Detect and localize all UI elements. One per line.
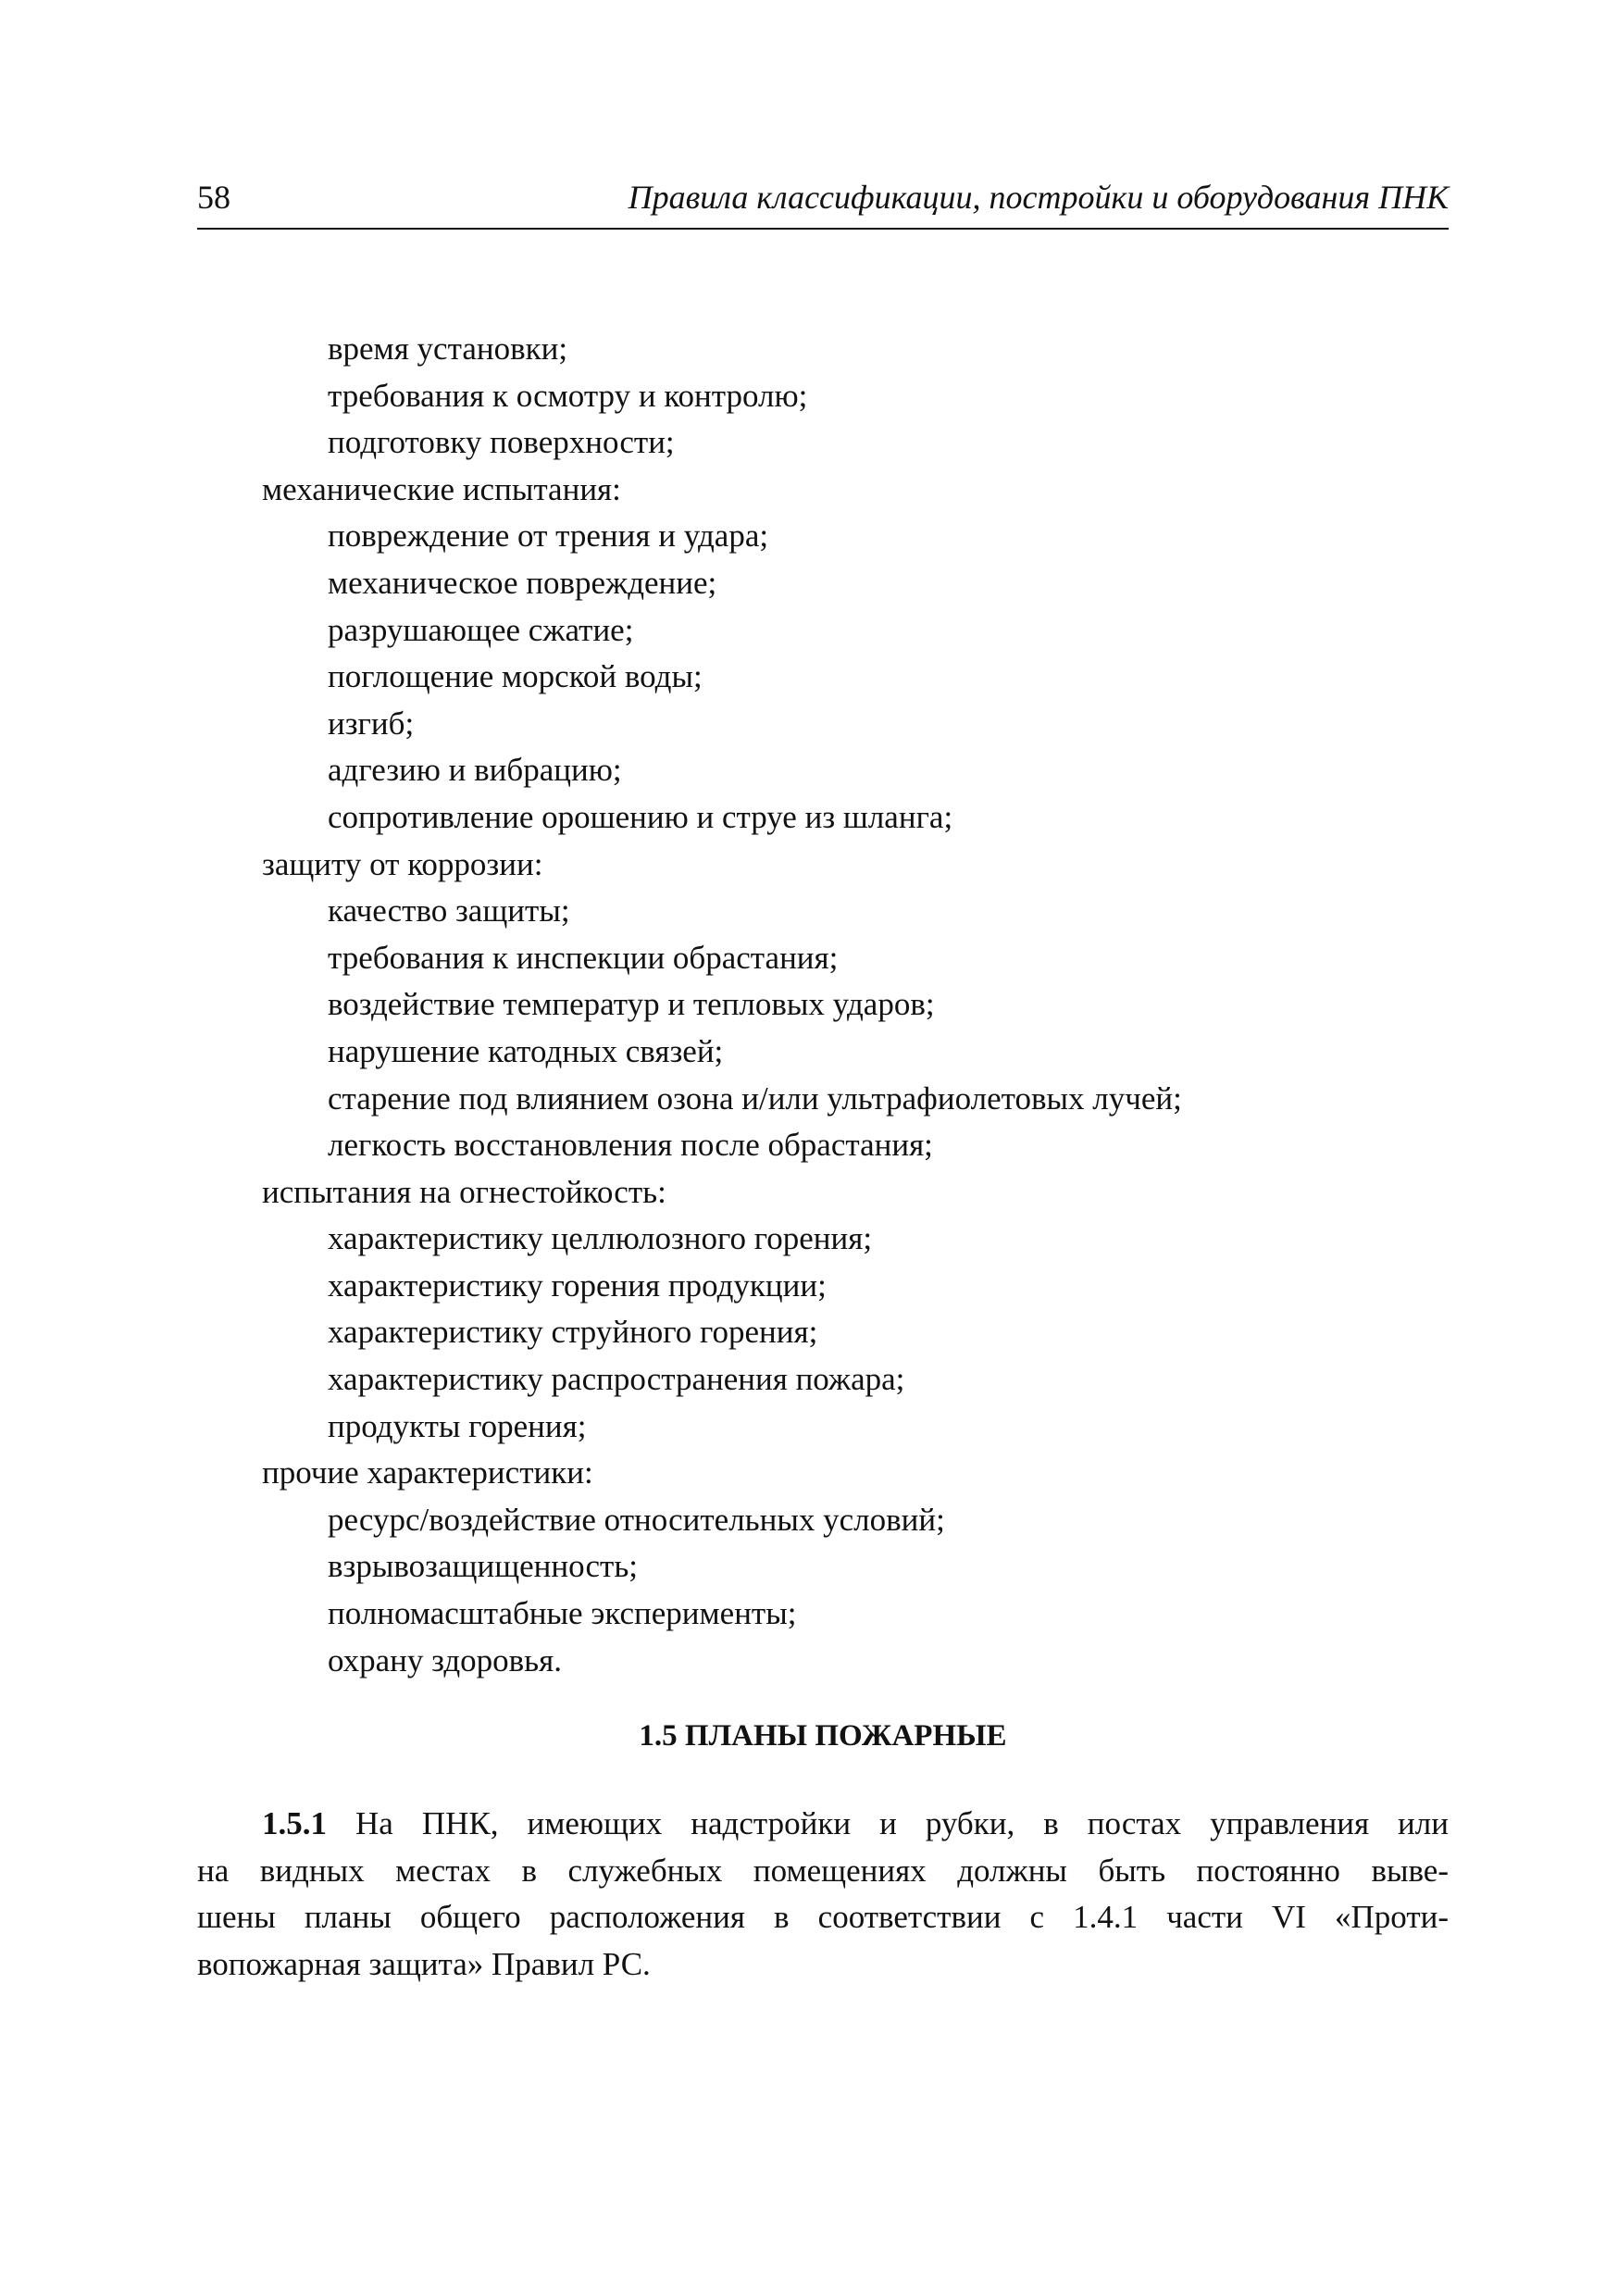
list-item: продукты горения; [328,1407,587,1444]
list-item: охрану здоровья. [328,1641,562,1678]
clause-1-5-1 [197,1801,1449,1988]
page-number: 58 [197,179,230,216]
list-group-heading: прочие характеристики: [262,1454,593,1491]
clause-number: 1.5.1 [262,1805,327,1841]
list-item: характеристику целлюлозного горения; [328,1220,873,1257]
paragraph-line: вопожарная защита» Правил РС. [197,1945,651,1982]
paragraph-text: На ПНК, имеющих надстройки и рубки, в постах управления или [327,1805,1449,1841]
list-item: характеристику струйного горения; [328,1314,818,1351]
list-item: адгезию и вибрацию; [328,752,622,789]
paragraph-line: шены планы общего расположения в соответствии с 1.4.1 части VI «Проти- [197,1899,1449,1936]
list-item: характеристику распространения пожара; [328,1361,905,1398]
list-item: характеристику горения продукции; [328,1267,827,1304]
section-heading: 1.5 ПЛАНЫ ПОЖАРНЫЕ [639,1719,1007,1753]
list-item: легкость восстановления после обрастания; [328,1127,933,1164]
list-item: разрушающее сжатие; [328,611,634,648]
list-item: воздействие температур и тепловых ударов; [328,986,935,1023]
list-item: взрывозащищенность; [328,1548,639,1585]
list-group-heading: механические испытания: [262,470,621,507]
list-item: нарушение катодных связей; [328,1032,724,1069]
list-group-heading: испытания на огнестойкость: [262,1173,666,1210]
list-item: подготовку поверхности; [328,424,675,461]
requirements-list [197,326,1449,1684]
running-title: Правила классификации, постройки и оборудования ПНК [628,179,1449,216]
paragraph-line [197,1801,1449,1848]
list-item: повреждение от трения и удара; [328,518,769,555]
list-item: требования к инспекции обрастания; [328,939,839,976]
paragraph-line: на видных местах в служебных помещениях должны быть постоянно выве- [197,1852,1449,1889]
list-item: качество защиты; [328,892,570,930]
page-header [197,174,1449,231]
list-group-heading: защиту от коррозии: [262,845,543,882]
list-item: ресурс/воздействие относительных условий; [328,1501,945,1538]
list-item: старение под влиянием озона и/или ультрафиолетовых лучей; [328,1079,1182,1117]
list-item: сопротивление орошению и струе из шланга; [328,798,953,835]
list-item: требования к осмотру и контролю; [328,377,808,414]
header-rule [197,228,1449,230]
list-item: полномасштабные эксперименты; [328,1595,797,1632]
list-item: поглощение морской воды; [328,658,703,695]
list-item: изгиб; [328,705,415,742]
list-item: механическое повреждение; [328,564,717,601]
list-item: время установки; [328,331,568,367]
